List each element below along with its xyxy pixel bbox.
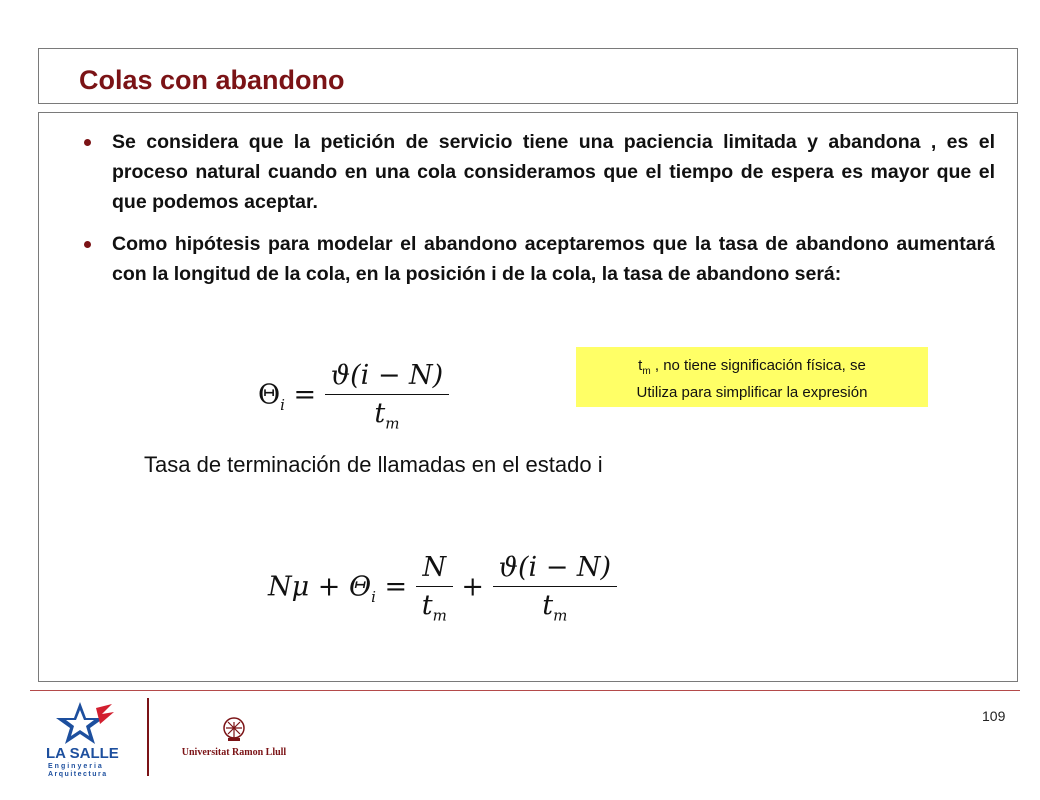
- caption: Tasa de terminación de llamadas en el estado i: [144, 452, 603, 477]
- note-box: [576, 347, 928, 407]
- note-line-1-text: , no tiene significación física, se: [650, 357, 866, 374]
- page-number: 109: [982, 708, 1006, 724]
- bullet-item: [70, 229, 995, 289]
- eq2-numerator-1: N: [422, 552, 447, 583]
- eq1-equals: =: [293, 379, 317, 411]
- footer-divider: [30, 690, 1020, 691]
- bullet-text: Como hipótesis para modelar el abandono aceptaremos que la tasa de abandono aumentará con la longitud de la cola, en la posición i de la cola, la tasa de abandono será:: [112, 233, 995, 285]
- bullet-text: Se considera que la petición de servicio tiene una paciencia limitada y abandona , es el proceso natural cuando en una cola consideramos que el tiempo de espera es mayor que el que podemos aceptar.: [112, 131, 995, 213]
- eq2-fraction-2: [493, 552, 617, 624]
- note-subscript: m: [642, 366, 651, 377]
- eq2-numerator-2: ϑ(i − N): [498, 552, 612, 583]
- eq2-plus: +: [461, 571, 485, 603]
- eq1-den-t: t: [374, 398, 386, 429]
- eq2-lhs: Nμ + Θ: [268, 571, 372, 603]
- eq1-lhs-sub: i: [280, 396, 285, 415]
- eq1-lhs: Θ: [258, 379, 281, 411]
- url-logo-name: Universitat Ramon Llull: [181, 747, 287, 758]
- bullet-dot-icon: [84, 139, 91, 146]
- bullet-dot-icon: [84, 241, 91, 248]
- eq1-denominator: [325, 394, 449, 432]
- eq2-denominator-1: [416, 586, 453, 624]
- lasalle-logo: [44, 700, 134, 778]
- eq1-fraction: [325, 360, 449, 432]
- lasalle-logo-line2: Enginyeria: [48, 763, 104, 770]
- title-box: [38, 48, 1018, 104]
- eq2-den2-sub: m: [553, 606, 568, 625]
- lasalle-logo-title: LA SALLE: [46, 745, 119, 762]
- eq2-denominator-2: [493, 586, 617, 624]
- eq2-equals: =: [384, 571, 408, 603]
- note-symbol: t: [638, 357, 643, 374]
- eq2-lhs-sub: i: [371, 588, 376, 607]
- eq2-fraction-1: [416, 552, 453, 624]
- eq2-den1-sub: m: [432, 606, 447, 625]
- eq2-den1-t: t: [421, 590, 433, 621]
- logo-divider: [147, 698, 149, 776]
- eq2-den2-t: t: [542, 590, 554, 621]
- lasalle-logo-line3: Arquitectura: [48, 771, 108, 778]
- url-logo: [162, 714, 306, 762]
- note-line-2: Utiliza para simplificar la expresión: [636, 384, 868, 401]
- slide-title: Colas con abandono: [79, 65, 345, 95]
- note-line-1: [576, 355, 928, 382]
- equation-termination-rate: [268, 552, 617, 624]
- equation-abandon-rate: [258, 360, 449, 432]
- eq1-den-sub: m: [385, 414, 400, 433]
- eq1-numerator: ϑ(i − N): [330, 360, 444, 391]
- bullet-list: [70, 127, 995, 301]
- bullet-item: [70, 127, 995, 217]
